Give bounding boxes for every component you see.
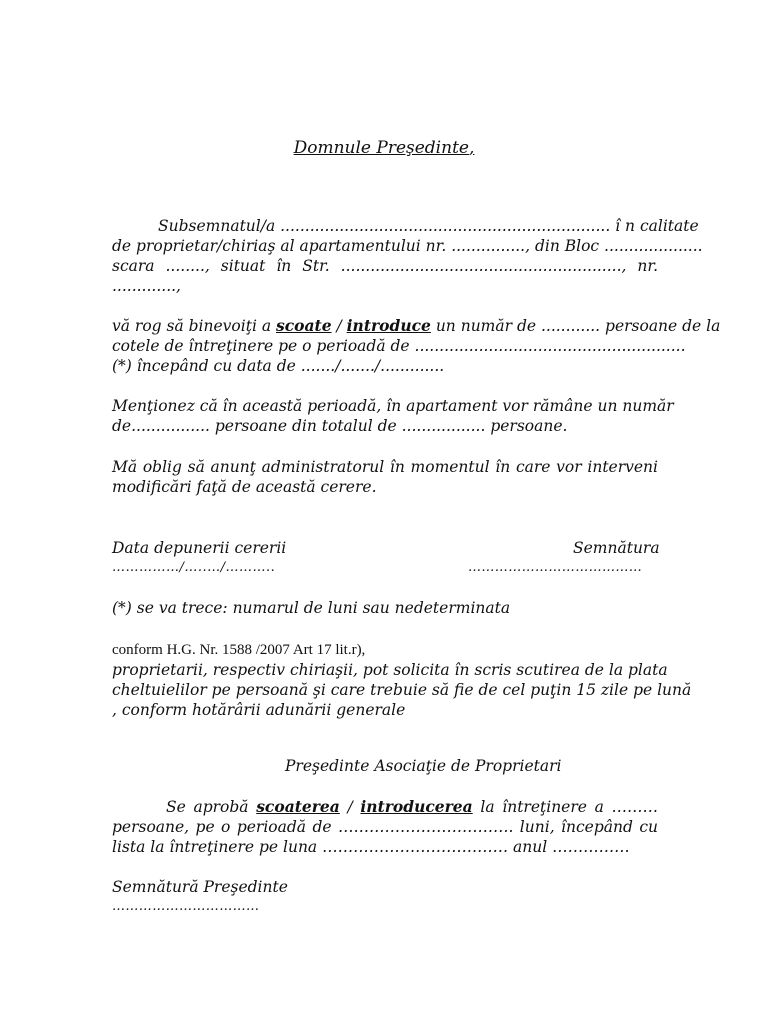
legal-reference: conform H.G. Nr. 1588 /2007 Art 17 lit.r), xyxy=(112,642,366,658)
president-heading: Preşedinte Asociaţie de Proprietari xyxy=(285,757,562,775)
introducerea-option: introducerea xyxy=(360,797,473,816)
remaining-line-2: de................ persoane din totalul de ................. persoane. xyxy=(112,417,568,435)
approval-line-3: lista la întreţinere pe luna ……………………………… anul …………… xyxy=(112,838,630,856)
request-line-1: Subsemnatul/a ................................................................... î n calitate xyxy=(158,217,699,235)
exemption-paragraph xyxy=(112,660,692,720)
approval-line-2: persoane, pe o perioadă de ……………………………. luni, începând cu xyxy=(112,818,658,836)
remaining-persons-paragraph xyxy=(112,396,674,436)
president-signature-dots: …………………………… xyxy=(112,899,260,914)
remaining-line-1: Menţionez că în această perioadă, în apartament vor rămâne un număr xyxy=(112,397,674,415)
removal-line-1 xyxy=(112,316,721,336)
exemption-line-1: proprietarii, respectiv chiriaşii, pot solicita în scris scutirea de la plata xyxy=(112,661,668,679)
request-line-3: scara ........, situat în Str. ........................................................., nr. xyxy=(112,257,658,275)
removal-line-3: (*) începând cu data de ......./......./............. xyxy=(112,357,445,375)
title-comma: , xyxy=(468,138,475,158)
signature-label: Semnătura xyxy=(573,539,660,557)
obligation-line-1: Mă oblig să anunţ administratorul în momentul în care vor interveni xyxy=(112,458,658,476)
request-line-2: de proprietar/chiriaş al apartamentului nr. ..............., din Bloc .................... xyxy=(112,237,703,255)
obligation-paragraph xyxy=(112,457,658,497)
page-title xyxy=(0,138,768,158)
date-dots: ……………/…..…/……….. xyxy=(112,560,276,575)
approval-paragraph xyxy=(112,797,658,857)
signature-dots: ………………………………… xyxy=(468,560,643,575)
removal-line-2: cotele de întreţinere pe o perioadă de ....................................................... xyxy=(112,337,686,355)
removal-line-1-end: un număr de ............ persoane de la xyxy=(430,317,721,335)
request-paragraph xyxy=(112,216,703,296)
approval-line-1-start: Se aprobă xyxy=(166,798,257,816)
scoate-option: scoate xyxy=(276,316,332,335)
exemption-line-2: cheltuielilor pe persoană şi care trebuie să fie de cel puţin 15 zile pe lună xyxy=(112,681,692,699)
removal-paragraph xyxy=(112,316,721,376)
exemption-line-3: , conform hotărârii adunării generale xyxy=(112,701,406,719)
option-separator: / xyxy=(331,317,347,335)
request-line-4: ............., xyxy=(112,277,181,295)
approval-line-1-end: la întreţinere a ……… xyxy=(472,798,659,816)
introduce-option: introduce xyxy=(346,316,431,335)
obligation-line-2: modificări faţă de această cerere. xyxy=(112,478,377,496)
approval-separator: / xyxy=(339,798,361,816)
removal-line-1-start: vă rog să binevoiţi a xyxy=(112,317,276,335)
footnote: (*) se va trece: numarul de luni sau nedeterminata xyxy=(112,599,511,617)
date-label: Data depunerii cererii xyxy=(112,539,287,557)
president-signature-label: Semnătură Preşedinte xyxy=(112,878,288,896)
title-text: Domnule Preşedinte xyxy=(293,138,469,158)
scoaterea-option: scoaterea xyxy=(256,797,340,816)
approval-line-1 xyxy=(112,797,658,817)
